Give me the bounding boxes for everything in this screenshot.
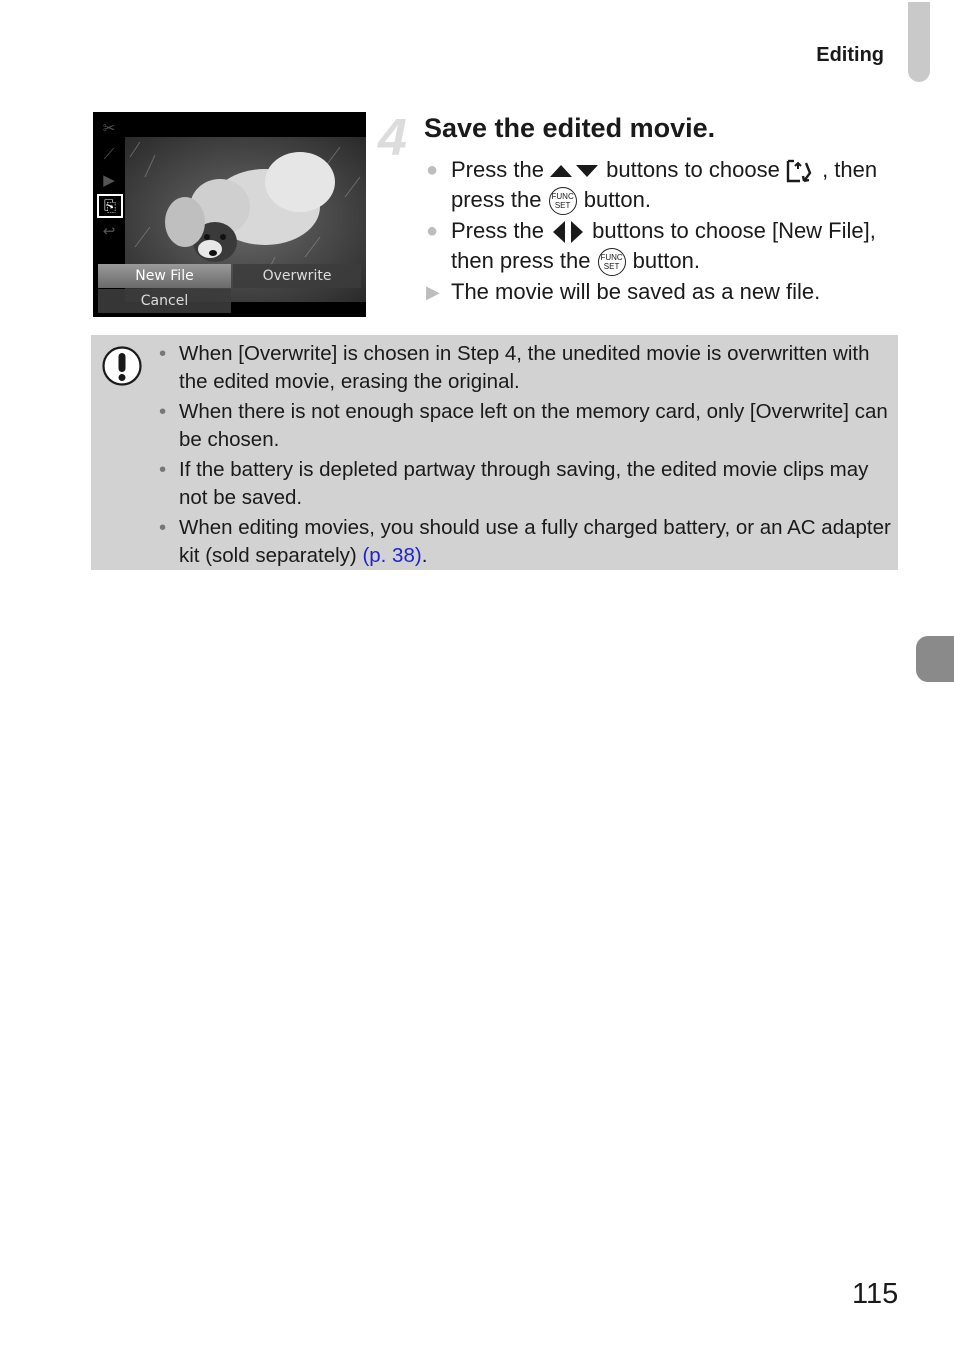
save-new-file-icon bbox=[786, 159, 816, 183]
left-right-buttons-icon bbox=[550, 221, 586, 243]
play-icon: ▶ bbox=[103, 172, 115, 189]
up-down-buttons-icon bbox=[550, 163, 600, 179]
save-icon: ⎘ bbox=[97, 194, 123, 218]
list-item: • When editing movies, you should use a fully charged battery, or an AC adapter kit (sold separately) (p. 38). bbox=[159, 516, 891, 567]
func-set-button-icon: FUNC SET bbox=[549, 187, 577, 215]
page-reference-link[interactable]: (p. 38) bbox=[362, 543, 422, 567]
list-item: ● Press the buttons to choose , then press the FUNC SET button. bbox=[426, 155, 906, 215]
cancel-option: Cancel bbox=[98, 289, 231, 313]
section-label: Editing bbox=[816, 44, 884, 66]
step-number: 4 bbox=[378, 109, 407, 167]
step-instructions bbox=[426, 155, 906, 308]
list-item: • When [Overwrite] is chosen in Step 4, the unedited movie is overwritten with the edited movie, erasing the original. bbox=[159, 342, 870, 393]
scissors-icon: ✂ bbox=[102, 120, 116, 137]
back-icon: ↩ bbox=[102, 223, 116, 240]
step-title: Save the edited movie. bbox=[424, 113, 716, 143]
page-number: 115 bbox=[852, 1278, 899, 1310]
cut-icon: ⟋ bbox=[103, 145, 115, 163]
caution-box bbox=[91, 335, 898, 570]
list-item: ● Press the buttons to choose [New File], then press the FUNC SET button. bbox=[426, 216, 906, 276]
caution-list bbox=[159, 340, 894, 572]
result-arrow-icon: ▶ bbox=[426, 282, 440, 303]
caution-icon bbox=[102, 346, 142, 386]
overwrite-option: Overwrite bbox=[233, 264, 361, 288]
camera-screen-image bbox=[93, 112, 366, 317]
list-item: • When there is not enough space left on the memory card, only [Overwrite] can be chosen. bbox=[159, 400, 888, 451]
list-item: ▶ The movie will be saved as a new file. bbox=[426, 277, 906, 307]
bullet-icon: ● bbox=[426, 159, 439, 181]
new-file-option: New File bbox=[98, 264, 231, 288]
bullet-icon: ● bbox=[426, 220, 439, 243]
chapter-tab-top bbox=[908, 2, 930, 82]
func-set-button-icon: FUNC SET bbox=[598, 248, 626, 276]
list-item: • If the battery is depleted partway through saving, the edited movie clips may not be saved. bbox=[159, 458, 869, 509]
chapter-tab bbox=[916, 636, 954, 682]
